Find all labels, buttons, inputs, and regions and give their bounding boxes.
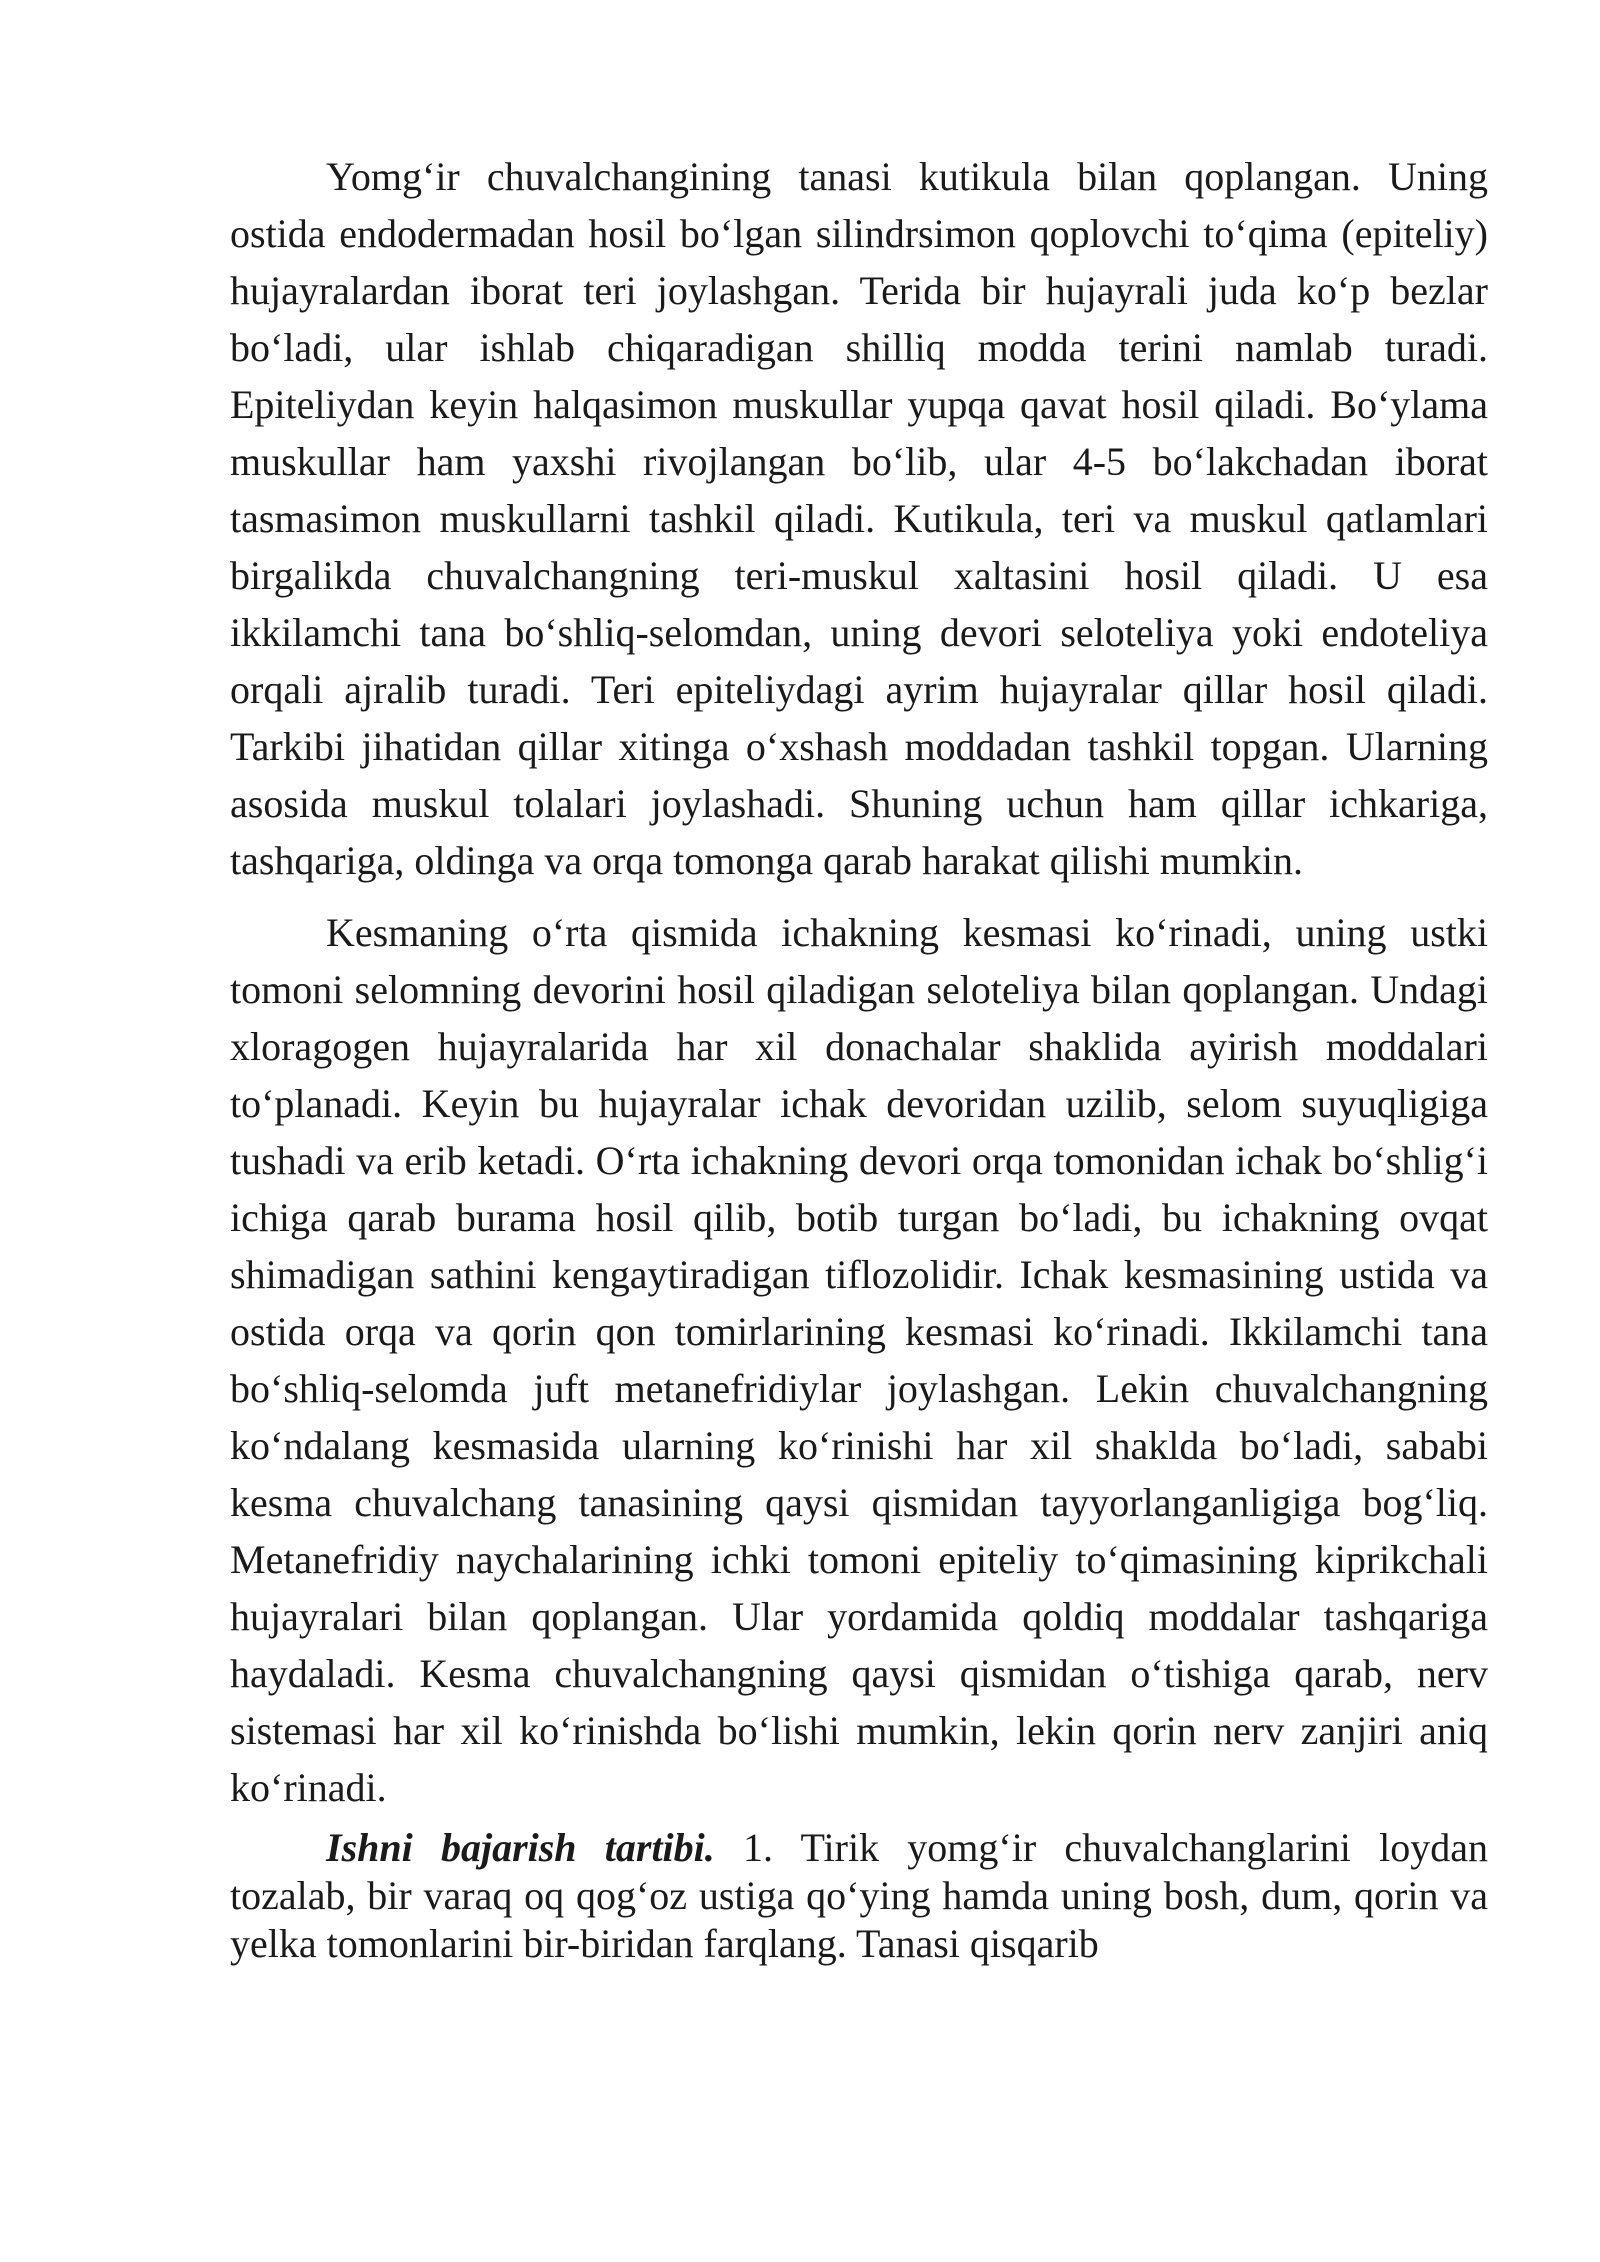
paragraph-intestine-description (230, 904, 1488, 1816)
paragraph-text: 1. Tirik yomg‘ir chuvalchanglarini loydan tozalab, bir varaq oq qog‘oz ustiga qo‘ying hamda uning bosh, dum, qorin va yelka tomonlarini bir-biridan farqlang. Tanasi qisqarib (230, 1825, 1488, 1966)
paragraph-cuticle-description (230, 148, 1488, 889)
paragraph-work-procedure (230, 1824, 1488, 1968)
paragraph-text: Kesmaning o‘rta qismida ichakning kesmasi ko‘rinadi, uning ustki tomoni selomning devorini hosil qiladigan seloteliya bilan qoplangan. Undagi xloragogen hujayralarida har xil donachalar shaklida ayirish moddalari to‘planadi. Keyin bu hujayralar ichak devoridan uzilib, selom suyuqligiga tushadi va erib ketadi. O‘rta ichakning devori orqa tomonidan ichak bo‘shlig‘i ichiga qarab burama hosil qilib, botib turgan bo‘ladi, bu ichakning ovqat shimadigan sathini kengaytiradigan tiflozolidir. Ichak kesmasining ustida va ostida orqa va qorin qon tomirlarining kesmasi ko‘rinadi. Ikkilamchi tana bo‘shliq-selomda juft metanefridiylar joylashgan. Lekin chuvalchangning ko‘ndalang kesmasida ularning ko‘rinishi har xil shaklda bo‘ladi, sababi kesma chuvalchang tanasining qaysi qismidan tayyorlanganligiga bog‘liq. Metanefridiy naychalarining ichki tomoni epiteliy to‘qimasining kiprikchali hujayralari bilan qoplangan. Ular yordamida qoldiq moddalar tashqariga haydaladi. Kesma chuvalchangning qaysi qismidan o‘tishiga qarab, nerv sistemasi har xil ko‘rinishda bo‘lishi mumkin, lekin qorin nerv zanjiri aniq ko‘rinadi. (230, 910, 1488, 1810)
document-body (230, 148, 1488, 1968)
procedure-heading: Ishni bajarish tartibi. (326, 1825, 715, 1870)
paragraph-text: Yomg‘ir chuvalchangining tanasi kutikula bilan qoplangan. Uning ostida endodermadan hosil bo‘lgan silindrsimon qoplovchi to‘qima (epiteliy) hujayralardan iborat teri joylashgan. Terida bir hujayrali juda ko‘p bezlar bo‘ladi, ular ishlab chiqaradigan shilliq modda terini namlab turadi. Epiteliydan keyin halqasimon muskullar yupqa qavat hosil qiladi. Bo‘ylama muskullar ham yaxshi rivojlangan bo‘lib, ular 4-5 bo‘lakchadan iborat tasmasimon muskullarni tashkil qiladi. Kutikula, teri va muskul qatlamlari birgalikda chuvalchangning teri-muskul xaltasini hosil qiladi. U esa ikkilamchi tana bo‘shliq-selomdan, uning devori seloteliya yoki endoteliya orqali ajralib turadi. Teri epiteliydagi ayrim hujayralar qillar hosil qiladi. Tarkibi jihatidan qillar xitinga o‘xshash moddadan tashkil topgan. Ularning asosida muskul tolalari joylashadi. Shuning uchun ham qillar ichkariga, tashqariga, oldinga va orqa tomonga qarab harakat qilishi mumkin. (230, 154, 1488, 883)
